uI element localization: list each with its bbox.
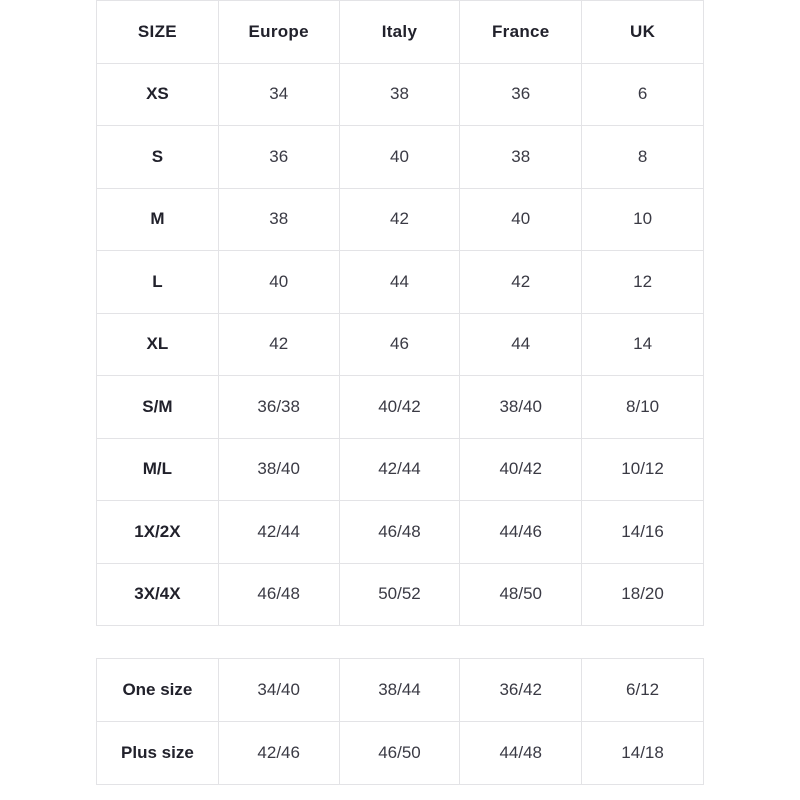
cell-europe: 36 [218, 126, 339, 189]
row-label: M/L [97, 438, 219, 501]
table-row [97, 376, 704, 439]
row-label: 3X/4X [97, 563, 219, 626]
column-header-uk: UK [582, 1, 704, 64]
column-header-europe: Europe [218, 1, 339, 64]
table-row [97, 188, 704, 251]
cell-europe: 38/40 [218, 438, 339, 501]
cell-italy: 46/48 [339, 501, 460, 564]
cell-italy: 44 [339, 251, 460, 314]
cell-france: 44/48 [460, 722, 582, 785]
cell-europe: 34/40 [218, 659, 339, 722]
cell-italy: 40 [339, 126, 460, 189]
cell-italy: 38 [339, 63, 460, 126]
cell-italy: 42 [339, 188, 460, 251]
cell-france: 40 [460, 188, 582, 251]
cell-france: 36 [460, 63, 582, 126]
row-label: S [97, 126, 219, 189]
row-label: 1X/2X [97, 501, 219, 564]
cell-italy: 50/52 [339, 563, 460, 626]
cell-uk: 14/18 [582, 722, 704, 785]
table-row [97, 313, 704, 376]
cell-france: 44/46 [460, 501, 582, 564]
row-label: XS [97, 63, 219, 126]
table-row [97, 501, 704, 564]
cell-france: 48/50 [460, 563, 582, 626]
cell-europe: 42/44 [218, 501, 339, 564]
column-header-italy: Italy [339, 1, 460, 64]
cell-uk: 10/12 [582, 438, 704, 501]
row-label: L [97, 251, 219, 314]
cell-europe: 42 [218, 313, 339, 376]
cell-italy: 38/44 [339, 659, 460, 722]
cell-uk: 10 [582, 188, 704, 251]
cell-france: 40/42 [460, 438, 582, 501]
cell-europe: 38 [218, 188, 339, 251]
cell-italy: 46/50 [339, 722, 460, 785]
cell-uk: 14 [582, 313, 704, 376]
cell-uk: 8/10 [582, 376, 704, 439]
cell-europe: 42/46 [218, 722, 339, 785]
cell-france: 44 [460, 313, 582, 376]
cell-france: 38/40 [460, 376, 582, 439]
cell-uk: 14/16 [582, 501, 704, 564]
cell-uk: 6/12 [582, 659, 704, 722]
cell-italy: 42/44 [339, 438, 460, 501]
table-row [97, 126, 704, 189]
table-header-row [97, 1, 704, 64]
cell-uk: 12 [582, 251, 704, 314]
row-label: One size [97, 659, 219, 722]
row-label: S/M [97, 376, 219, 439]
cell-france: 38 [460, 126, 582, 189]
table-row [97, 659, 704, 722]
cell-france: 36/42 [460, 659, 582, 722]
cell-europe: 34 [218, 63, 339, 126]
table-row [97, 722, 704, 785]
table-gap-divider [96, 626, 704, 658]
cell-france: 42 [460, 251, 582, 314]
cell-europe: 46/48 [218, 563, 339, 626]
table-row [97, 63, 704, 126]
table-row [97, 563, 704, 626]
cell-italy: 40/42 [339, 376, 460, 439]
cell-uk: 8 [582, 126, 704, 189]
one-size-table [96, 658, 704, 785]
column-header-france: France [460, 1, 582, 64]
row-label: M [97, 188, 219, 251]
table-row [97, 251, 704, 314]
cell-uk: 6 [582, 63, 704, 126]
cell-italy: 46 [339, 313, 460, 376]
size-conversion-table [96, 0, 704, 626]
cell-europe: 36/38 [218, 376, 339, 439]
column-header-size: SIZE [97, 1, 219, 64]
cell-europe: 40 [218, 251, 339, 314]
row-label: XL [97, 313, 219, 376]
row-label: Plus size [97, 722, 219, 785]
cell-uk: 18/20 [582, 563, 704, 626]
table-row [97, 438, 704, 501]
